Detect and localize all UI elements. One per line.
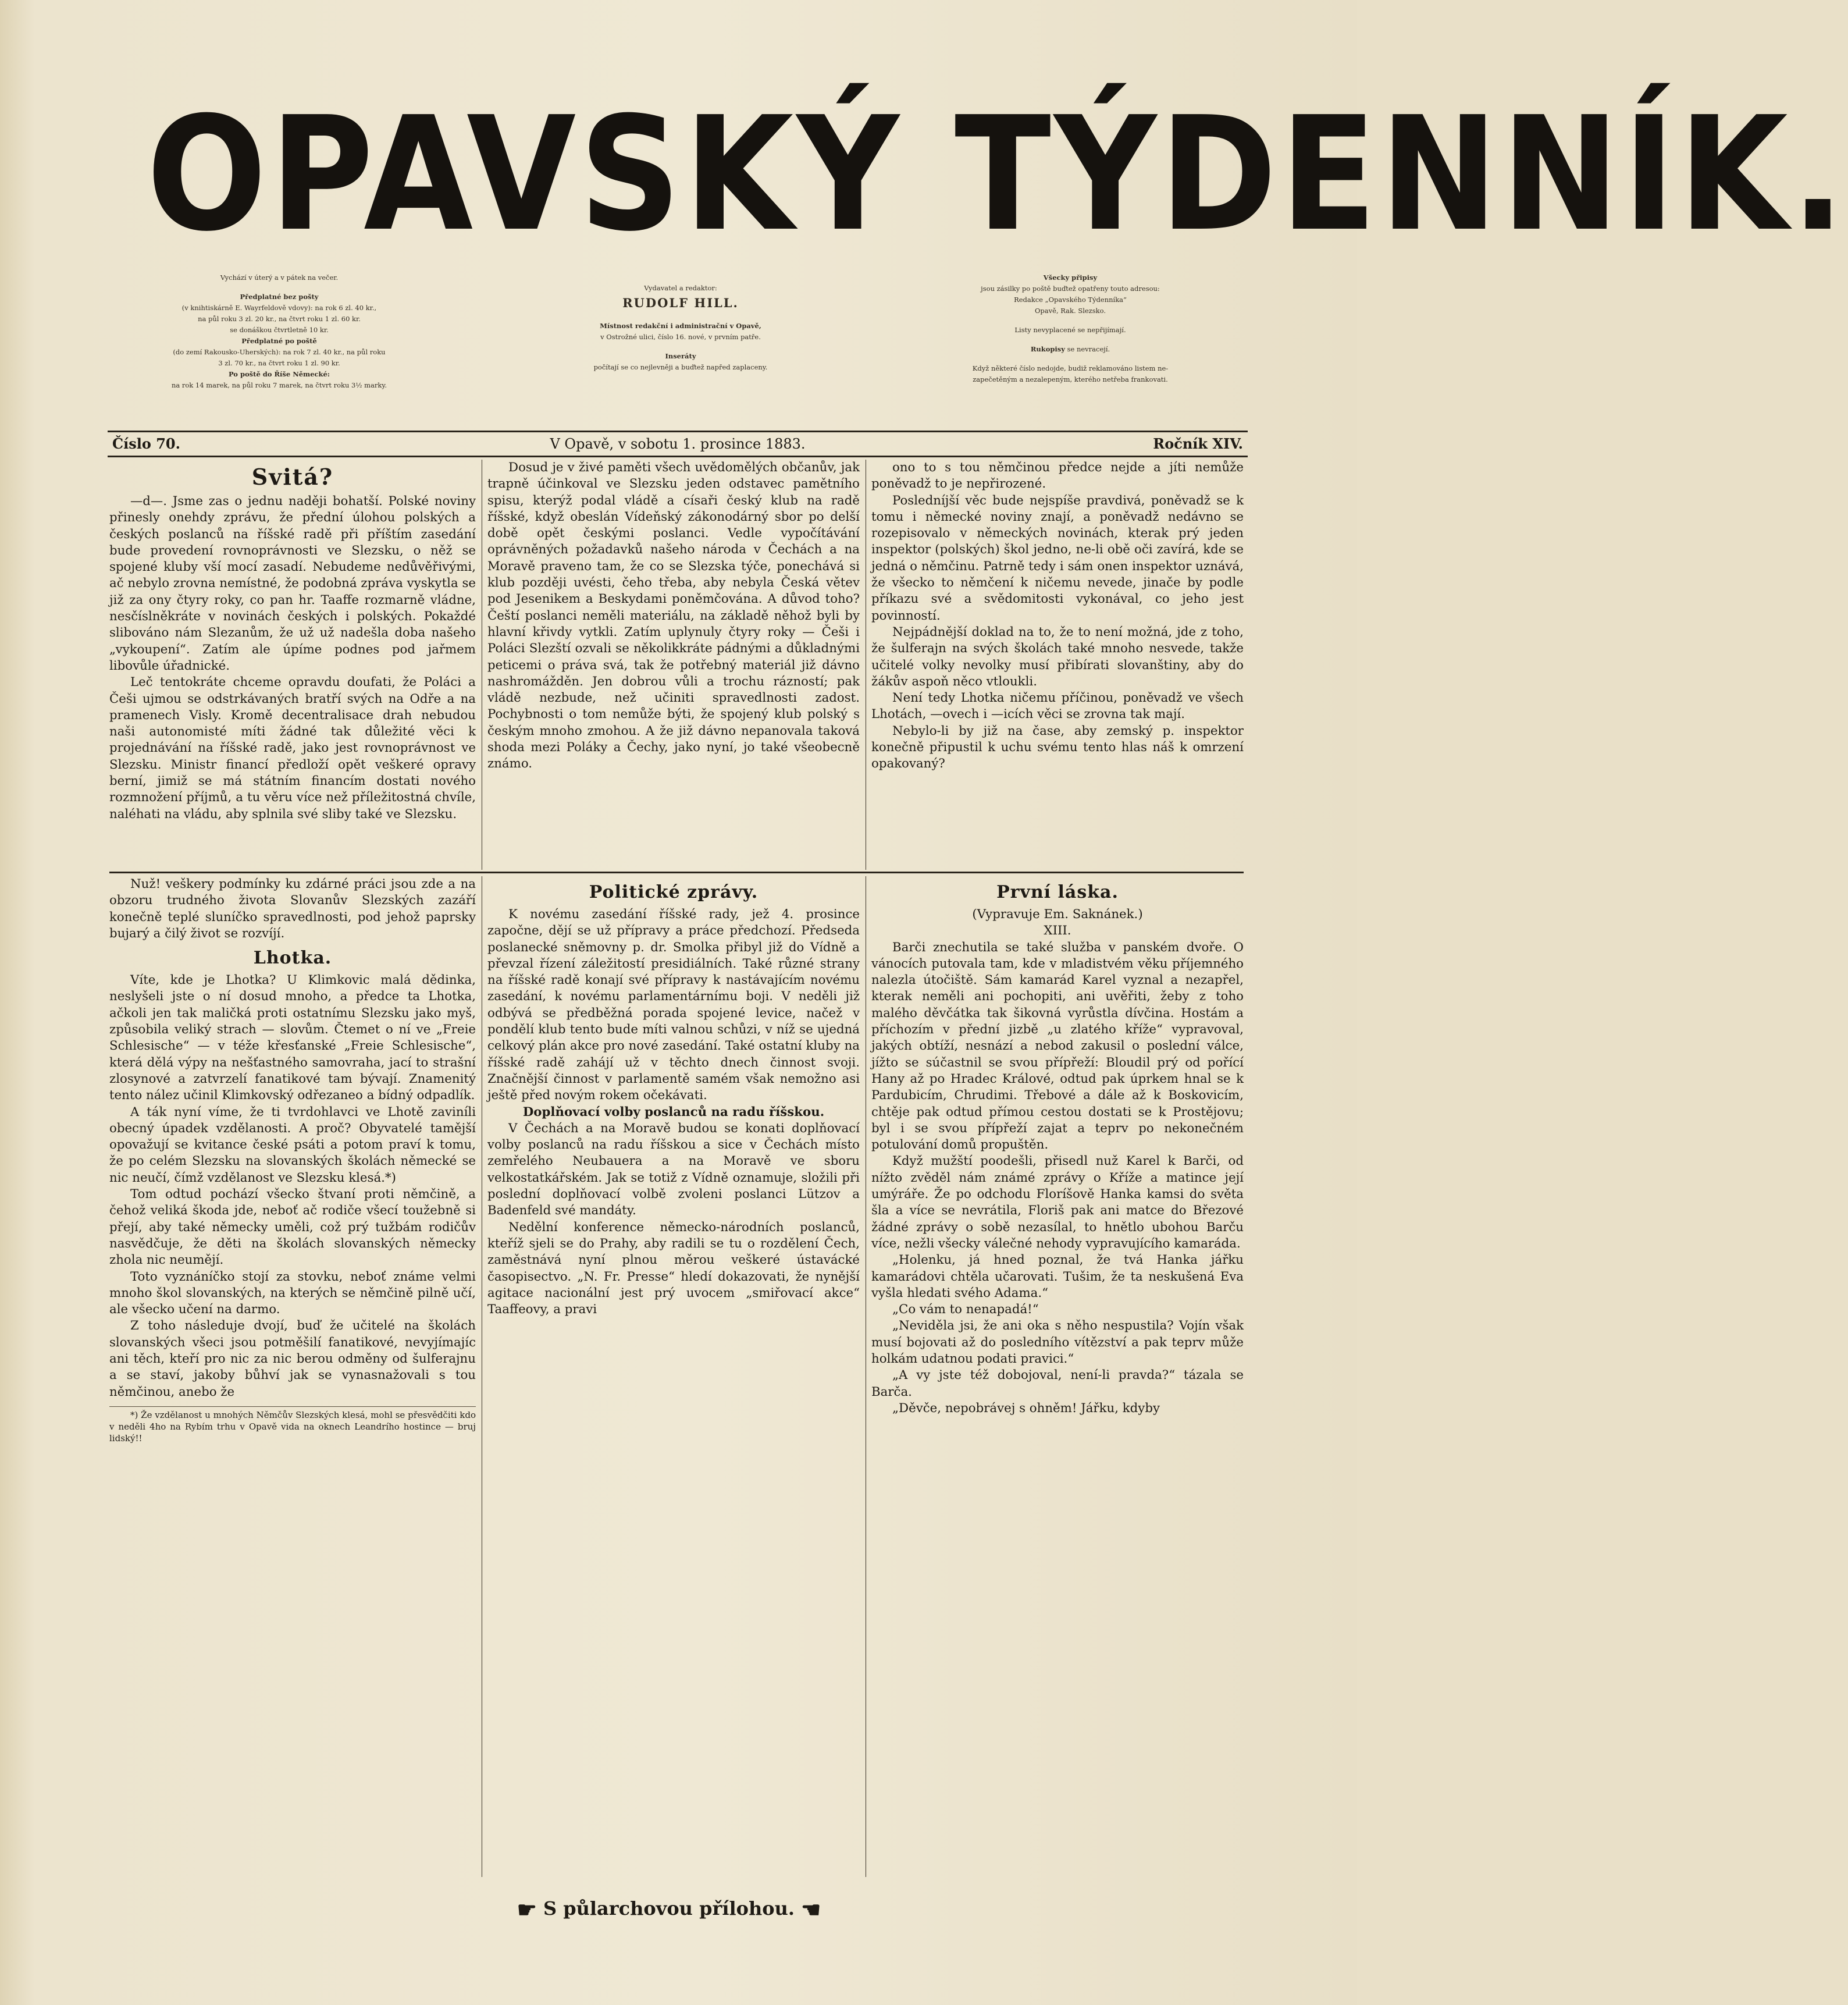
paragraph: „Co vám to nenapadá!“ — [892, 1302, 1039, 1317]
info-text: 3 zl. 70 kr., na čtvrt roku 1 zl. 90 kr. — [218, 359, 340, 367]
article-lhotka-cont — [871, 460, 1244, 867]
paragraph: —d—. Jsme zas o jednu naději bohatší. Polské noviny přinesly onehdy zprávu, že přední úlohou polských a českých poslanců na říšské radě při příštím zasedání bude provedení rovnoprávnosti ve Slezsku, o něž se spojené kluby vší mocí zasadí. Nebudeme nedůvěřivými, ač nebylo zrovna nemístné, že podobná zpráva vyskytla se již za ony čtyry roky, co pan hr. Taaffe rozmarně vládne, nesčíslněkráte v novinách českých i polských. Pokaždé slibováno nám Slezanům, že už už nadešla doba našeho „vykoupení“. Zatím ale úpíme podnes pod jařmem libovůle úřadnické. — [109, 494, 476, 673]
paragraph: Když mužští poodešli, přisedl nuž Karel k Barči, od nížto zvěděl nám známé zprávy o Kříže a matince její umýráře. Že po odchodu Floríšově Hanka kamsi do světa šla a více se nevrátila, Floriš pak ani matce do Březové žádné zprávy o sobě nezasílal, to hnětlo ubohou Barču více, nežli všecky válečné nehody vypravujícího kamaráda. — [871, 1154, 1244, 1251]
info-heading: Místnost redakční i administrační v Opavě, — [600, 322, 761, 330]
pointing-hand-icon: ☛ — [517, 1896, 537, 1923]
info-text: Když některé číslo nedojde, budiž reklamováno listem ne- — [972, 364, 1169, 372]
issue-volume: Ročník XIV. — [1153, 435, 1243, 452]
info-heading: Rukopisy — [1030, 345, 1065, 353]
paragraph: Leč tentokráte chceme opravdu doufati, že Poláci a Češi ujmou se odstrkávaných bratří svých na Odře a na pramenech Visly. Kromě decentralisace drah nebudou naši autonomisté míti žádné tak důležité věci k projednávání na říšské radě, jako jest rovnoprávnost ve Slezsku. Ministr financí předloží opět veškeré opravy berní, jimiž se má státním financím dostati nového rozmnožení příjmů, a tu věru více než příležitostná chvíle, naléhati na vládu, aby splnila své sliby také ve Slezsku. — [109, 675, 476, 822]
pointing-hand-icon: ☚ — [801, 1896, 821, 1923]
paragraph: „Děvče, nepobrávej s ohněm! Jářku, kdyby — [892, 1400, 1160, 1416]
dateline — [108, 431, 1248, 457]
article-svita-cont — [487, 460, 860, 867]
paragraph: Dosud je v živé paměti všech uvědomělých občanův, jak trapně účinkoval ve Slezsku jeden odstavec pamětního spisu, kterýž podal vládě a císaři český klub na radě říšské, když obeslán Vídeňský zákonodárný sbor po delší době opět českými poslanci. Vedle vypočítávání oprávněných požadavků našeho národa v Čechách a na Moravě praveno tam, že co se Slezska týče, ponechává si klub později uvésti, čeho třeba, aby nebyla Česká větev pod Jesenikem a Beskydami poněmčována. A důvod toho? Čeští poslanci neměli materiálu, na základě něhož byli by hlavní křivdy vytkli. Zatím uplynuly čtyry roky — Češi i Poláci Slezští ozvali se několikkráte pádnými a důkladnými peticemi o práva svá, tak že potřebný materiál již dávno nashromážděn. Jen dobrou vůli a trochu rázností; pak vládě nezbude, než učiniti spravedlnosti zadost. Pochybnosti o tom nemůže býti, že spojený klub polský s českým mnoho zmohou. A že již dávno nepanovala taková shoda mezi Poláky a Čechy, jako nyní, jo také všeobecně známo. — [487, 460, 860, 772]
info-text: Redakce „Opavského Týdenníka“ — [1014, 296, 1127, 304]
info-text: Opavě, Rak. Slezsko. — [1035, 307, 1106, 315]
article-subtitle: (Vypravuje Em. Saknánek.) — [972, 907, 1143, 922]
paragraph: Nedělní konference německo-národních poslanců, kteříž sjeli se do Prahy, aby radili se tu o rozdělení Čech, zaměstnává nyní plnou měrou veškeré ústavácké časopisectvo. „N. Fr. Presse“ hledí dokazovati, že nynější agitace nacionální jest prý uvocem „smiřovací akce“ Taaffeovy, a pravi — [487, 1220, 860, 1317]
paragraph: Barči znechutila se také služba v panském dvoře. O vánocích putovala tam, kde v mladistvém věku příjemného nalezla útočiště. Sám kamarád Karel vyznal a nezapřel, kterak neměli ani pochopiti, ani uvěřiti, žeby z toho malého děvčátka tak šikovná vyrůstla dívčina. Hostám a příchozím v přední jizbě „u zlatého kříže“ vypravoval, jakých obtíží, nesnází a nebod zakusil o poslední válce, jížto se súčastnil se svou přípřeží: Bloudil prý od pořící Hany až po Hradec Králové, odtud pak úprkem hnal se k Pardubicím, Chrudimi. Třebové a dále až k Boskovicím, chtěje pak odtud přímou cestou dostati se k Prostějovu; byl i se svou přípřeží zajat a teprv po nekonečném potulování domů propuštěn. — [871, 940, 1244, 1153]
article-svita — [109, 460, 476, 873]
paragraph: Tom odtud pochází všecko štvaní proti němčině, a čehož veliká škoda jde, neboť ač rodiče všecí toužebně si přejí, aby také německy uměli, což prý tužbám rodičův nasvědčuje, že děti na školách slovanských německy zhola nic neumějí. — [109, 1187, 476, 1268]
article-politicke — [487, 876, 860, 1877]
info-heading: Předplatné bez pošty — [240, 293, 319, 301]
issue-date: V Opavě, v sobotu 1. prosince 1883. — [550, 436, 806, 452]
info-text: se donáškou čtvrtletně 10 kr. — [230, 326, 329, 334]
info-text: na půl roku 3 zl. 20 kr., na čtvrt roku 1 zl. 60 kr. — [198, 315, 361, 323]
article-title: Svitá? — [251, 464, 334, 490]
info-heading: Po poště do Říše Německé: — [228, 370, 330, 378]
editor-name: RUDOLF HILL. — [622, 296, 739, 310]
info-text: se nevracejí. — [1067, 345, 1110, 353]
article-title: První láska. — [996, 882, 1119, 902]
info-text: Vydavatel a redaktor: — [644, 284, 717, 292]
paragraph: „A vy jste též dobojoval, není-li pravda?“ tázala se Barča. — [871, 1368, 1244, 1399]
info-text: zapečetěným a nezalepeným, kterého netřeba frankovati. — [973, 375, 1168, 383]
info-heading: Inseráty — [665, 352, 696, 360]
paragraph: „Holenku, já hned poznal, že tvá Hanka jářku kamarádovi chtěla učarovati. Tušim, že ta neskušená Eva vyšla hledati svého Adama.“ — [871, 1253, 1244, 1300]
subscription-info — [105, 272, 454, 391]
paragraph: Z toho následuje dvojí, buď že učitelé na školách slovanských všeci jsou potměšilí fanatikové, nevyjímajíc ani těch, kteří pro nic za nic berou odměny od šulferajnu a se staví, jakoby bůhví jak se vynasnažovali s tou němčinou, anebo že — [109, 1318, 476, 1399]
info-heading: Předplatné po poště — [241, 337, 317, 345]
paragraph: Nebylo-li by již na čase, aby zemský p. inspektor konečně připustil k uchu svému tento hlas náš k omrzení opakovaný? — [871, 723, 1244, 772]
publisher-info — [500, 283, 861, 373]
paragraph: Nejpádnější doklad na to, že to není možná, jde z toho, že šulferajn na svých školách také mnoho nesvede, takže učitelé volky nevolky musí přibírati slovanštiny, aby do žákův aspoň něco vtloukli. — [871, 624, 1244, 689]
supplement-text: S půlarchovou přílohou. — [543, 1897, 795, 1919]
paragraph: A ták nyní víme, že ti tvrdohlavci ve Lhotě zaviníli obecný úpadek vzdělanosti. A proč? Obyvatelé tamější opovažují se kvitance české psáti a potom praví k tomu, že po celém Slezsku na slovanských školách německé se nic neučí, čímž vzdělanost ve Slezsku klesá.*) — [109, 1104, 476, 1185]
paragraph: Toto vyznáníčko stojí za stovku, neboť známe velmi mnoho škol slovanských, na kterých se němčině pilně učí, ale všecko učení na darmo. — [109, 1269, 476, 1317]
supplement-notice — [407, 1891, 931, 1926]
info-text: (v knihtiskárně E. Wayrfeldově vdovy): na rok 6 zl. 40 kr., — [181, 304, 377, 312]
paragraph: Není tedy Lhotka ničemu příčinou, poněvadž ve všech Lhotách, —ovech i —icích věci se zrovna tak mají. — [871, 691, 1244, 722]
feuilleton-prvni-laska — [871, 876, 1244, 1877]
paragraph: K novému zasedání říšské rady, jež 4. prosince započne, dějí se už přípravy a práce předchozí. Předseda poslanecké sněmovny p. dr. Smolka přibyl již do Vídně a převzal řízení záležitostí presidiálních. Také různé strany na říšské radě konají své přípravy k nastávajícím novému zasedání, k novému parlamentárnímu boji. V neděli již odbývá se předběžná porada spojené levice, načež v pondělí klub tento bude míti valnou schůzi, v níž se ujedná celkový plán akce pro nové zasedání. Také ostatní kluby na říšské radě zahájí už v těchto dnech činnost svoji. Značnější činnost v parlamentě samém však nemožno asi ještě před novým rokem očekávati. — [487, 907, 860, 1103]
paragraph: V Čechách a na Moravě budou se konati doplňovací volby poslanců na radu říšskou a sice v Čechách místo zemřelého Neubauera a na Moravě ve sboru velkostatkářském. Jak se totiž z Vídně oznamuje, složili při poslední doplňovací volbě zvoleni poslanci Lützov a Badenfeld své mandáty. — [487, 1121, 860, 1218]
paragraph: Víte, kde je Lhotka? U Klimkovic malá dědinka, neslyšeli jste o ní dosud mnoho, a předce ta Lhotka, ačkoli jen tak maličká proti ostatnímu Slezsku jako myš, způsobila veliký strach — slovům. Čtemet o ní ve „Freie Schlesische“ — v téže křesťanské „Freie Schlesische“, která dělá výpy na nešťastného samovraha, jací to strašní zlosynové a zatvrzelí fanatikové tam bývají. Znamenitý tento nález učinil Klimkovský odřezaneo a bídný odpadlík. — [109, 973, 476, 1103]
section-subheading: Doplňovací volby poslanců na radu říšskou. — [522, 1104, 825, 1119]
paragraph: „Neviděla jsi, že ani oka s něho nespustila? Vojín však musí bojovati až do posledního vítězství a pak teprv může holkám udatnou podati pravici.“ — [871, 1318, 1244, 1367]
issue-number: Číslo 70. — [112, 435, 180, 452]
paragraph: Posledníjší věc bude nejspíše pravdivá, poněvadž se k tomu i německé noviny znají, a poněvadž nedávno se rozepisovalo v německých novinách, kterak prý jeden inspektor (polských) škol jedno, ne-li obě oči zavírá, kde se jedná o němčinu. Patrně tedy i sám onen inspektor uznává, že všecko to němčení k ničemu nevede, jinače by podle příkazu své a svědomitosti vykonával, co jeho jest povinností. — [871, 493, 1244, 623]
info-text: Listy nevyplacené se nepřijímají. — [1014, 326, 1126, 334]
info-text: Vychází v úterý a v pátek na večer. — [220, 273, 339, 282]
section-rule — [109, 872, 1244, 873]
paragraph: Nuž! veškery podmínky ku zdárné práci jsou zde a na obzoru trudného života Slovanův Slezských zazáří konečně teplé sluníčko spravedlnosti, pod jehož paprsky bujarý a čilý život se rozvíjí. — [109, 877, 476, 941]
info-text: na rok 14 marek, na půl roku 7 marek, na čtvrt roku 3½ marky. — [171, 381, 387, 389]
chapter-number: XIII. — [1044, 923, 1071, 938]
info-heading: Všecky připisy — [1043, 273, 1098, 282]
info-text: počítají se co nejlevněji a buďtež napřed zaplaceny. — [593, 363, 768, 371]
info-text: v Ostrožné ulici, číslo 16. nové, v prvním patře. — [600, 333, 761, 341]
paragraph: ono to s tou němčinou předce nejde a jíti nemůže poněvadž to je nepřirozené. — [871, 460, 1244, 492]
info-text: jsou zásilky po poště buďtež opatřeny touto adresou: — [981, 285, 1160, 293]
footnote: *) Že vzdělanost u mnohých Němčův Slezských klesá, mohl se přesvědčiti kdo v neděli 4ho na Rybím trhu v Opavě vida na oknech Leandrího hostince — bruj lidský!! — [109, 1406, 476, 1444]
info-text: (do zemí Rakousko-Uherských): na rok 7 zl. 40 kr., na půl roku — [173, 348, 386, 356]
article-lhotka — [109, 876, 476, 1877]
article-title: Lhotka. — [253, 948, 332, 969]
masthead-title: OPAVSKÝ TÝDENNÍK. — [147, 83, 1848, 266]
article-title: Politické zprávy. — [589, 882, 759, 902]
correspondence-info — [873, 272, 1268, 385]
